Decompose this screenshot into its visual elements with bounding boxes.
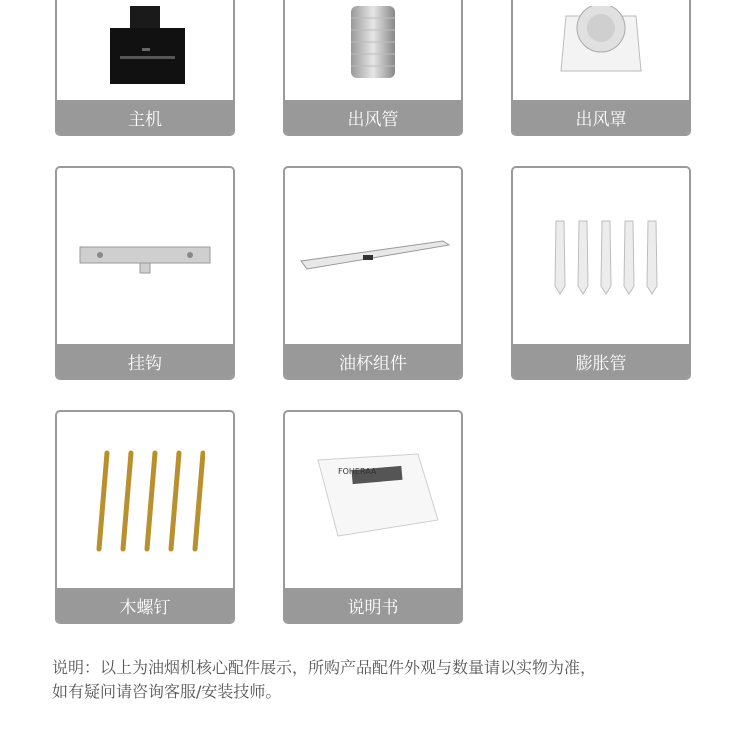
range-hood-image xyxy=(57,0,233,100)
accessory-card-wood-screw xyxy=(55,410,235,624)
manual-brand-logo: FOHERAA xyxy=(338,467,377,476)
accessory-card-outlet-cover xyxy=(511,0,691,136)
label-main-unit: 主机 xyxy=(57,100,233,134)
wood-screw-image xyxy=(57,412,233,588)
disclaimer-note xyxy=(52,656,722,704)
accessory-card-manual xyxy=(283,410,463,624)
manual-image xyxy=(285,412,461,588)
accessory-card-expansion-tube xyxy=(511,166,691,380)
accessory-card-hook xyxy=(55,166,235,380)
exhaust-pipe-image xyxy=(285,0,461,100)
accessory-card-main-unit xyxy=(55,0,235,136)
note-line-1: 说明：以上为油烟机核心配件展示，所购产品配件外观与数量请以实物为准， xyxy=(52,658,597,677)
accessory-card-exhaust-pipe xyxy=(283,0,463,136)
expansion-tube-image xyxy=(513,168,689,344)
outlet-cover-image xyxy=(513,0,689,100)
accessory-card-oil-cup xyxy=(283,166,463,380)
label-manual: 说明书 xyxy=(285,588,461,622)
note-line-2: 如有疑问请咨询客服/安装技师。 xyxy=(52,682,282,701)
label-oil-cup: 油杯组件 xyxy=(285,344,461,378)
label-outlet-cover: 出风罩 xyxy=(513,100,689,134)
hook-bracket-image xyxy=(57,168,233,344)
label-exhaust-pipe: 出风管 xyxy=(285,100,461,134)
label-expansion-tube: 膨胀管 xyxy=(513,344,689,378)
label-hook: 挂钩 xyxy=(57,344,233,378)
oil-cup-image xyxy=(285,168,461,344)
label-wood-screw: 木螺钉 xyxy=(57,588,233,622)
